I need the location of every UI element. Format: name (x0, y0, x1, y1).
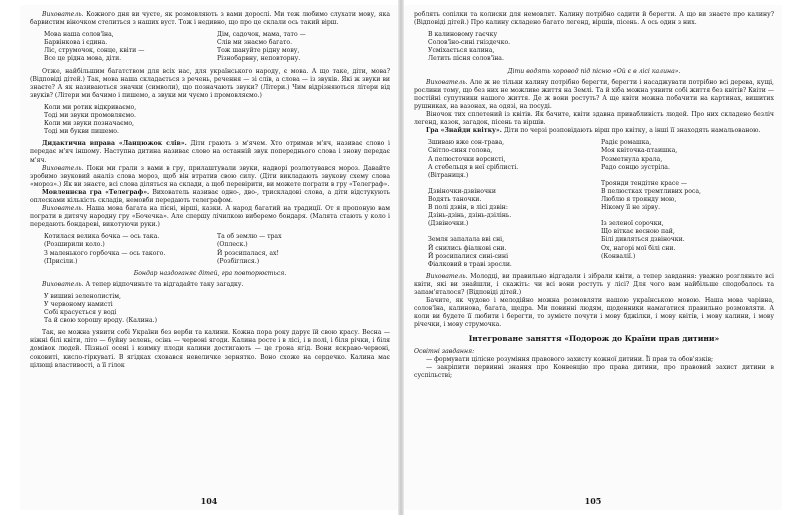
poem (44, 293, 390, 325)
paragraph (414, 127, 774, 135)
poem-line: Нікому її не зірву. (601, 204, 661, 212)
paragraph (30, 68, 390, 100)
speaker-label: Вихователь. (42, 280, 84, 288)
poem-line: Ліс, струмочок, сонце, квіти — (44, 47, 145, 55)
poem-line: Фіалковий в траві зросли. (428, 260, 512, 268)
paragraph-text: Отже, найбільшим багатством для всіх нас, для українського народу, є мова. А що таке, діти, мова? (Відповіді дітей.) Так, мова наша складається з речень, речення — зі слів, а слова — із звуків. Які ж звуки ви знаєте? А як називаються значки (символи), що позначають звуки? (Літери.) Чим відрізняються літери від звуків? (Літери ми бачимо і пишемо, а звуки ми чуємо і промовляємо.) (30, 67, 390, 99)
activity-title: Дидактична вправа «Ланцюжок слів». (42, 140, 187, 148)
poem-line: Із зеленої сорочки, (601, 220, 664, 228)
paragraph (414, 11, 774, 27)
poem-line: Слів ми знаємо багато. (217, 39, 293, 47)
poem-line: Барвінкова і єдина. (44, 39, 108, 47)
poem-line (428, 180, 601, 188)
poem-line: Тож шануйте рідну мову, (217, 47, 300, 55)
poem (44, 233, 390, 265)
poem (428, 31, 774, 63)
section-heading: Інтегроване заняття «Подорож до Країни прав дитини» (468, 334, 720, 344)
paragraph (30, 11, 390, 27)
poem-line: Собі красується у воді (44, 309, 117, 317)
poem-column-right (217, 31, 390, 63)
poem-column-left (428, 31, 774, 63)
stage-direction: Бондар наздоганяє дітей, гра повторюється. (133, 269, 287, 277)
poem-line: Різнобарвну, неповторну. (217, 55, 301, 63)
poem-line: А пелюсточки ворсисті, (428, 155, 506, 163)
poem-line (428, 228, 601, 236)
paragraph-text: Діти по черзі розповідають вірш про квітку, а інші її знаходять намальованою. (501, 127, 761, 135)
activity-title: Мовленнєва гра «Телеграф». (42, 188, 150, 196)
poem-line: Радо сонцю зустріла. (601, 163, 670, 171)
paragraph-text: Кожного дня ви чуєте, як розмовляють з вами дорослі. Ми теж любимо слухати мову, яка барвистим віночком стелиться з наших вуст. Тож і недивно, що про це склали ось такий вірш. (30, 11, 390, 27)
poem-line: Люблю я троянду мою, (601, 195, 677, 203)
poem-line: Й розсипалася, ах! (217, 249, 279, 257)
speaker-label: Вихователь. (42, 11, 84, 18)
paragraph (414, 79, 774, 111)
poem-line: Й розсипалися сині-сині (428, 252, 509, 260)
activity-title: Гра «Знайди квітку». (426, 127, 502, 135)
paragraph (30, 329, 390, 369)
paragraph (30, 140, 390, 164)
right-page (404, 5, 782, 510)
poem-line: Троянди тендітне красе — (601, 179, 688, 187)
paragraph (414, 348, 774, 356)
paragraph (414, 273, 774, 297)
poem-column-right (217, 233, 390, 265)
poem-line: Що віткає весною пай, (601, 228, 675, 236)
poem-column-right (601, 139, 774, 269)
stage-direction: Діти водять хоровод під пісню «Ой є в лісі калина». (507, 67, 681, 75)
poem-line: Коли ми звуки позначаємо, (44, 120, 134, 128)
poem-line: Солов'їно-сині гніздечко. (428, 39, 511, 47)
paragraph-text: Але ж не тільки калину потрібно берегти, берегти і насаджувати потрібно всі дерева, кущі, рослини тому, що без них не можливе життя на Землі. Та й хіба можна уявити собі життя без квітів? Квіти — постійні супутники нашого життя. Де ж вони ростуть? А ще квіти можна побачити на картинах, вишитих рушниках, на вазонах, на одязі, на посуді. (414, 78, 774, 110)
poem-column-left (44, 104, 390, 136)
paragraph-text: Наша мова багата на пісні, вірші, казки. А народ багатий на традиції. От я пропоную вам пограти в дитячу народну гру «Бочечка». Але спершу лічилкою виберемо бондаря. (Малята стають у коло і передають бондареві, викотуючи руки.) (30, 205, 390, 229)
poem-line: (Оплеск.) (217, 241, 248, 249)
poem-line: В пелюстках тремтливих роса, (601, 187, 701, 195)
poem-column-left (428, 139, 601, 269)
paragraph-text: — закріпити первинні знання про Конвенцію про права дитини, про правовий захист дитини в суспільстві; (414, 363, 774, 379)
poem-line: Ох, нагорі мої білі сни. (601, 244, 676, 252)
poem-line: (Дзвіночки.) (428, 220, 469, 228)
right-page-text (414, 11, 774, 380)
speaker-label: Вихователь. (426, 272, 468, 280)
page-number-right: 105 (584, 496, 602, 506)
poem-line: Світло-синя голова, (428, 147, 493, 155)
poem-line: В полі дзвін, в лісі дзвін: (428, 204, 508, 212)
poem-line: (Розбіглися.) (217, 257, 260, 265)
paragraph (414, 364, 774, 380)
poem-line: Моя квіточка-птаишка, (601, 147, 678, 155)
poem-line: Й снились фіалкові сни. (428, 244, 507, 252)
poem-line: А стебельця в неї сріблисті. (428, 163, 519, 171)
poem-line: (Присіли.) (44, 257, 78, 265)
poem-line: Коли ми ротик відкриваємо, (44, 103, 137, 111)
poem (44, 104, 390, 136)
poem-line: Дзвіночки-дзвіночки (428, 187, 496, 195)
poem-line: (Розширили коло.) (44, 241, 105, 249)
poem-line (601, 172, 774, 180)
poem-line: Радіє ромашка, (601, 139, 652, 147)
left-page-text (30, 11, 390, 370)
paragraph (30, 281, 390, 289)
poem-line: Тоді ми букви пишемо. (44, 128, 119, 136)
poem-column-left (44, 233, 217, 265)
poem-line (601, 212, 774, 220)
paragraph (414, 111, 774, 127)
poem-line: Зшиваю вже сон-трава, (428, 139, 505, 147)
paragraph-text: Вихователь називає одно-, дво-, трискладові слова, а діти відстукують оплесками кількість складів, немовби передають телеграфом. (30, 188, 390, 204)
paragraph-text: А тепер відпочиньте та відгадайте таку загадку. (83, 280, 244, 288)
poem-line: (Вітраниця.) (428, 171, 469, 179)
paragraph-text: — формувати цілісне розуміння правового захисту кожної дитини. Її прав та обов'язків; (426, 355, 714, 363)
page-number-left: 104 (200, 496, 218, 506)
paragraph-text: Віночок тих сплетений із квітів. Як бачите, квіти здавна привабливість людей. Про них складено безліч легенд, казок, загадок, пісень та віршів. (414, 111, 774, 127)
poem-line: Тоді ми звуки промовляємо. (44, 112, 136, 120)
paragraph-text: Поки ми грали з вами в гру, прилаштували звуки, надворі розлютувався мороз. Давайте зробимо звуковий аналіз слова мороз, щоб він втратив свою силу. (Діти викладають звукову схему слова «мороз».) Як ви знаєте, всі слова діляться на склади, а щоб перевірити, ви можете пограти в гру «Телеграф». (30, 164, 390, 188)
poem-line: Дзінь-дзінь, дзінь-дзілінь. (428, 212, 512, 220)
poem-line: Летить пісня солов'їна. (428, 55, 504, 63)
poem (428, 139, 774, 269)
poem-line: Розметнула крала, (601, 155, 663, 163)
paragraph (30, 189, 390, 205)
poem-line: У вишиві зеленолистім, (44, 292, 121, 300)
speaker-label: Вихователь. (426, 78, 468, 86)
poem-line: З маленького горбочка — ось такого. (44, 249, 166, 257)
poem-line: Дім, садочок, мама, тато — (217, 31, 306, 39)
paragraph (30, 165, 390, 189)
paragraph-text: Так, не можна уявити собі України без верби та калини. Кожна пора року дарує їй свою красу. Весна — ніжні білі квіти, літо — буйну зелень, осінь — червоні ягоди. Калина росте і в лісі, і в полі, і біля річки, і біля домівок людей. Пізньої осені і взимку плоди калини достигають — це грона ягід. Вони яскраво-червоні, соковиті, кисло-гіркуваті. В ягідках сховався невеличке зернятко. Воно схоже на сердечко. Калина має цілющі властивості, а її гілок (30, 329, 390, 369)
poem-line: Котилася велика бочка — ось така. (44, 233, 160, 241)
poem-line: (Конвалії.) (601, 252, 636, 260)
poem-line: Все це рідна мова, діти. (44, 55, 122, 63)
poem-line: У червоному намисті (44, 301, 113, 308)
poem-line: В калиновому гаєчку (428, 31, 498, 39)
poem-line: Усміхається калина, (428, 47, 495, 55)
poem (44, 31, 390, 63)
poem-line: Водять таночки. (428, 195, 482, 203)
paragraph (30, 205, 390, 229)
poem-line: Земля запалала вві сні, (428, 236, 505, 244)
poem-column-left (44, 31, 217, 63)
paragraph-text: Бачите, як чудово і мелодійно можна розмовляти нашою українською мовою. Наша мова чарівна, солов'їна, калинова, багата, щедра. Ми повинні людям, щоденники намагатися правильно розмовляти. А коли ви будете її любити і берегти, то зумієте почути і мову бджілки, і мову квітів, і мову калини, і мову річечки, і мову струмочка. (414, 297, 774, 329)
poem-line: Мова наша солов'їна, (44, 31, 114, 39)
paragraph-text: роблять сопілки та колиски для немовлят. Калину потрібно садити й берегти. А що ви знаєте про калину? (Відповіді дітей.) Про калину складено багато легенд, віршів, пісень. А ось один з них. (414, 11, 774, 27)
paragraph-text: Молодці, ви правильно відгадали і зібрали квіти, а тепер завдання: уважно розгляньте всі квіти, які ви знайшли, і скажіть: чи всі вони ростуть у лісі? Для чого вам найбільше сподобалось та запам'яталося? (Відповіді дітей.) (414, 272, 774, 296)
paragraph-text: Діти грають з м'ячем. Хто отримав м'яч, називає слово і передає м'яч іншому. Наступна дитина називає слово на останній звук попереднього слова і знову передає м'яч. (30, 140, 390, 164)
poem-column-left (44, 293, 390, 325)
speaker-label: Освітні завдання: (414, 347, 475, 355)
speaker-label: Вихователь. (42, 164, 84, 172)
poem-line: Та об землю — трах (217, 233, 282, 241)
poem-line: Білі дивляться дзвіночки. (601, 236, 685, 244)
poem-line: Та й свою хорошу вроду. (Калина.) (44, 317, 157, 325)
left-page (20, 5, 398, 510)
paragraph (414, 356, 774, 364)
paragraph (414, 297, 774, 329)
speaker-label: Вихователь. (42, 205, 84, 213)
